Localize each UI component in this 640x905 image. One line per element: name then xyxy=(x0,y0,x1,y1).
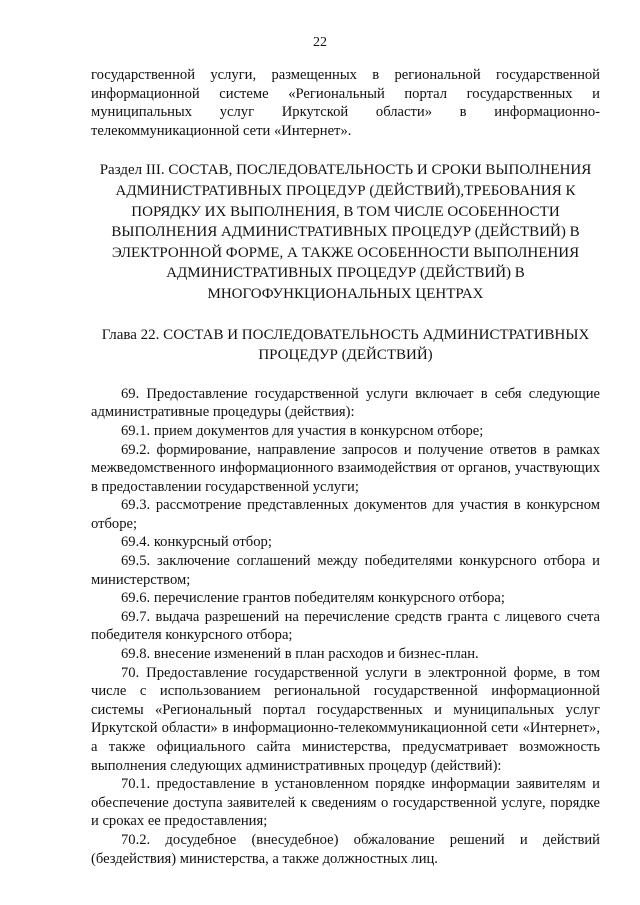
paragraph-69-4: 69.4. конкурсный отбор; xyxy=(121,534,272,551)
paragraph-69-2: 69.2. формирование, направление запросов и получение ответов в рамках межведомственного информационного взаимодействия от органов, участвующих в предоставлении государственной услуги; xyxy=(91,441,600,495)
paragraph-69-3: 69.3. рассмотрение представленных документов для участия в конкурсном отборе; xyxy=(91,497,600,532)
paragraph-69-5: 69.5. заключение соглашений между победителями конкурсного отбора и министерством; xyxy=(91,553,600,588)
paragraph-70-1: 70.1. предоставление в установленном порядке информации заявителям и обеспечение доступа заявителей к сведениям о государственной услуге, порядке и сроках ее предоставления; xyxy=(91,776,600,830)
paragraph-69: 69. Предоставление государственной услуги включает в себя следующие административные процедуры (действия): xyxy=(91,385,600,421)
paragraph-69-1: 69.1. прием документов для участия в конкурсном отборе; xyxy=(121,422,484,439)
intro-paragraph: государственной услуги, размещенных в региональной государственной информационной системе «Региональный портал государственных и муниципальных услуг Иркутской области» в информационно-телекоммуникационной сети «Интернет». xyxy=(91,67,600,139)
section-heading: Раздел III. СОСТАВ, ПОСЛЕДОВАТЕЛЬНОСТЬ И СРОКИ ВЫПОЛНЕНИЯ АДМИНИСТРАТИВНЫХ ПРОЦЕДУР (ДЕЙСТВИЙ),ТРЕБОВАНИЯ К ПОРЯДКУ ИХ ВЫПОЛНЕНИЯ, В ТОМ ЧИСЛЕ ОСОБЕННОСТИ ВЫПОЛНЕНИЯ АДМИНИСТРАТИВНЫХ ПРОЦЕДУР (ДЕЙСТВИЙ) В ЭЛЕКТРОННОЙ ФОРМЕ, А ТАКЖЕ ОСОБЕННОСТИ ВЫПОЛНЕНИЯ АДМИНИСТРАТИВНЫХ ПРОЦЕДУР (ДЕЙСТВИЙ) В МНОГОФУНКЦИОНАЛЬНЫХ ЦЕНТРАХ xyxy=(99,162,592,302)
paragraph-70: 70. Предоставление государственной услуги в электронной форме, в том числе с использованием региональной государственной информационной системы «Региональный портал государственных и муниципальных услуг Иркутской области» в информационно-телекоммуникационной сети «Интернет», а также официального сайта министерства, предусматривает возможность выполнения следующих административных процедур (действий): xyxy=(91,664,600,774)
paragraph-69-8: 69.8. внесение изменений в план расходов и бизнес-план. xyxy=(121,646,479,663)
paragraph-70-2: 70.2. досудебное (внесудебное) обжалование решений и действий (бездействия) министерства, а также должностных лиц. xyxy=(91,831,600,867)
page-number: 22 xyxy=(313,35,327,50)
paragraph-list xyxy=(91,385,600,868)
page-content xyxy=(91,66,600,868)
chapter-heading: Глава 22. СОСТАВ И ПОСЛЕДОВАТЕЛЬНОСТЬ АДМИНИСТРАТИВНЫХ ПРОЦЕДУР (ДЕЙСТВИЙ) xyxy=(101,326,590,364)
paragraph-69-6: 69.6. перечисление грантов победителям конкурсного отбора; xyxy=(121,590,505,607)
paragraph-69-7: 69.7. выдача разрешений на перечисление средств гранта с лицевого счета победителя конкурсного отбора; xyxy=(91,608,600,644)
